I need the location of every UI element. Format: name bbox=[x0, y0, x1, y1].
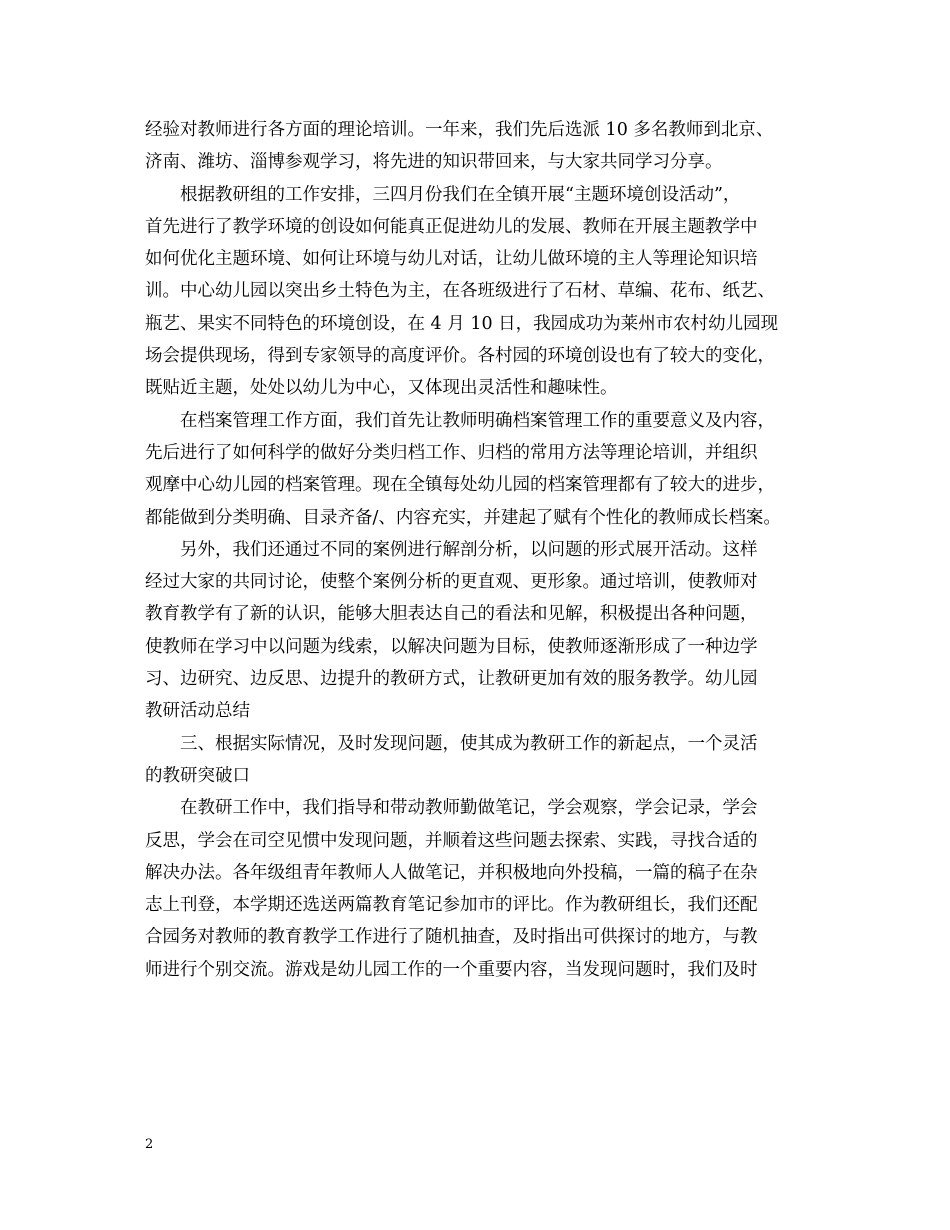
text-line: 志上刊登，本学期还选送两篇教育笔记参加市的评比。作为教研组长，我们还配 bbox=[145, 895, 758, 916]
text-line: 都能做到分类明确、目录齐备/、内容充实，并建起了赋有个性化的教师成长档案。 bbox=[145, 507, 781, 528]
text-line: 先后进行了如何科学的做好分类归档工作、归档的常用方法等理论培训，并组织 bbox=[145, 442, 758, 463]
text-line: 使教师在学习中以问题为线索，以解决问题为目标，使教师逐渐形成了一种边学 bbox=[145, 636, 758, 657]
text-line: 经验对教师进行各方面的理论培训。一年来，我们先后选派 10 多名教师到北京、 bbox=[145, 120, 774, 140]
text-line: 训。中心幼儿园以突出乡土特色为主，在各班级进行了石材、草编、花布、纸艺、 bbox=[145, 281, 775, 302]
text-line: 反思，学会在司空见惯中发现问题，并顺着这些问题去探索、实践，寻找合适的 bbox=[145, 830, 758, 851]
text-line: 另外，我们还通过不同的案例进行解剖分析，以问题的形式展开活动。这样 bbox=[145, 539, 758, 560]
text-line: 师进行个别交流。游戏是幼儿园工作的一个重要内容，当发现问题时，我们及时 bbox=[145, 959, 758, 980]
text-line: 的教研突破口 bbox=[145, 765, 250, 786]
text-line: 在教研工作中，我们指导和带动教师勤做笔记，学会观察，学会记录，学会 bbox=[145, 798, 758, 819]
text-line: 瓶艺、果实不同特色的环境创设，在 4 月 10 日，我园成功为莱州市农村幼儿园现 bbox=[145, 313, 779, 334]
text-line: 在档案管理工作方面，我们首先让教师明确档案管理工作的重要意义及内容， bbox=[145, 410, 775, 431]
text-line: 三、根据实际情况，及时发现问题，使其成为教研工作的新起点，一个灵活 bbox=[145, 733, 758, 754]
text-line: 教育教学有了新的认识，能够大胆表达自己的看法和见解，积极提出各种问题， bbox=[145, 604, 758, 625]
text-line: 如何优化主题环境、如何让环境与幼儿对话，让幼儿做环境的主人等理论知识培 bbox=[145, 249, 758, 270]
text-line: 合园务对教师的教育教学工作进行了随机抽查，及时指出可供探讨的地方，与教 bbox=[145, 927, 758, 948]
text-line: 教研活动总结 bbox=[145, 701, 250, 722]
text-line: 解决办法。各年级组青年教师人人做笔记，并积极地向外投稿，一篇的稿子在杂 bbox=[145, 862, 758, 883]
body-text bbox=[145, 114, 825, 986]
text-line: 经过大家的共同讨论，使整个案例分析的更直观、更形象。通过培训，使教师对 bbox=[145, 572, 758, 593]
text-line: 观摩中心幼儿园的档案管理。现在全镇每处幼儿园的档案管理都有了较大的进步， bbox=[145, 475, 775, 496]
page-number: 2 bbox=[145, 1137, 154, 1152]
text-line: 首先进行了教学环境的创设如何能真正促进幼儿的发展、教师在开展主题教学中 bbox=[145, 216, 758, 237]
text-line: 根据教研组的工作安排，三四月份我们在全镇开展“主题环境创设活动”， bbox=[145, 184, 741, 205]
text-line: 既贴近主题，处处以幼儿为中心，又体现出灵活性和趣味性。 bbox=[145, 378, 618, 399]
text-line: 场会提供现场，得到专家领导的高度评价。各村园的环境创设也有了较大的变化， bbox=[145, 346, 775, 367]
text-line: 济南、潍坊、淄博参观学习，将先进的知识带回来，与大家共同学习分享。 bbox=[145, 152, 723, 173]
text-line: 习、边研究、边反思、边提升的教研方式，让教研更加有效的服务教学。幼儿园 bbox=[145, 669, 758, 690]
